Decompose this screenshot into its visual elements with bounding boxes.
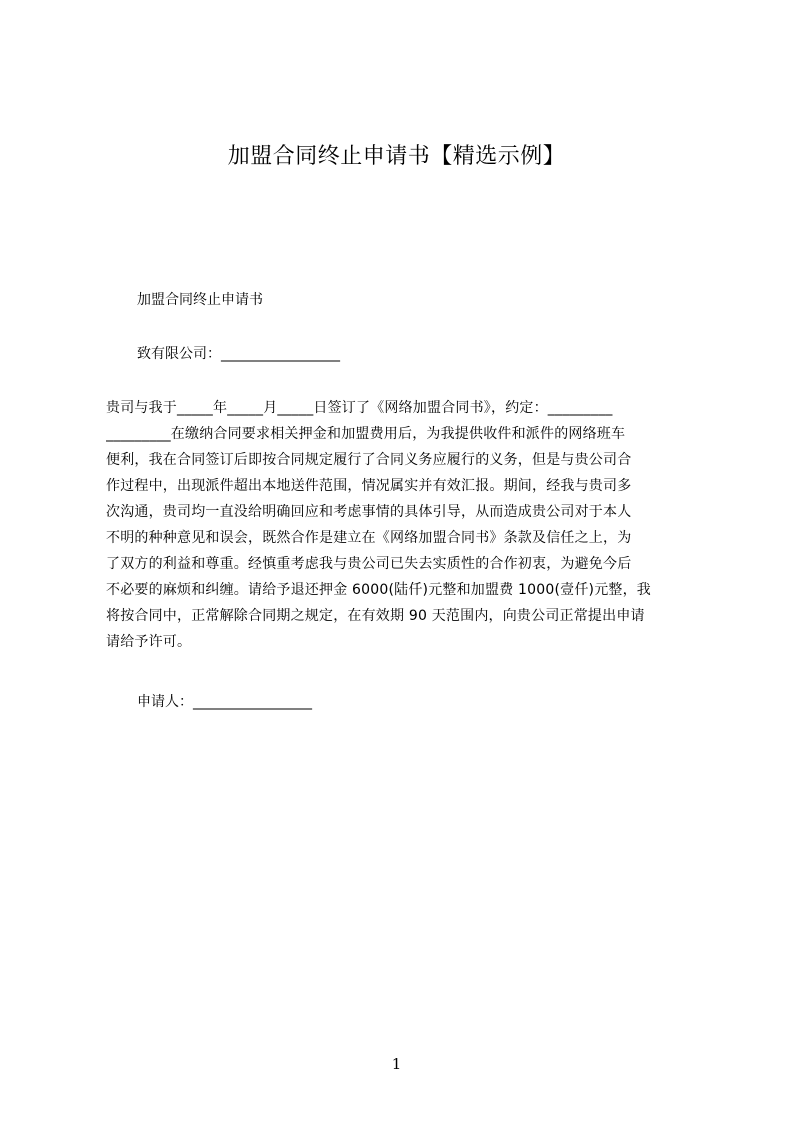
applicant-line: 申请人：_________________ bbox=[137, 694, 312, 710]
body-line: 不必要的麻烦和纠缠。请给予退还押金 6000(陆仟)元整和加盟费 1000(壹仟)元整，我 bbox=[106, 582, 652, 598]
body-line: 作过程中，出现派件超出本地送件范围，情况属实并有效汇报。期间，经我与贵司多 bbox=[106, 478, 632, 494]
body-line: 次沟通，贵司均一直没给明确回应和考虑事情的具体引导，从而造成贵公司对于本人 bbox=[106, 504, 632, 520]
body-line: 不明的种种意见和误会，既然合作是建立在《网络加盟合同书》条款及信任之上，为 bbox=[106, 530, 632, 546]
body-paragraph bbox=[106, 398, 696, 660]
body-line: 便利，我在合同签订后即按合同规定履行了合同义务应履行的义务，但是与贵公司合 bbox=[106, 452, 632, 468]
body-line: 了双方的利益和尊重。经慎重考虑我与贵公司已失去实质性的合作初衷，为避免今后 bbox=[106, 556, 632, 572]
body-line: 将按合同中，正常解除合同期之规定，在有效期 90 天范围内，向贵公司正常提出申请 bbox=[106, 608, 645, 624]
body-line: 请给予许可。 bbox=[106, 634, 192, 650]
body-line: 贵司与我于_____年_____月_____日签订了《网络加盟合同书》，约定：_________ bbox=[106, 400, 613, 416]
addressee-line: 致有限公司：_________________ bbox=[137, 346, 340, 362]
page-number: 1 bbox=[391, 1055, 402, 1073]
subheading: 加盟合同终止申请书 bbox=[137, 292, 263, 308]
document-title: 加盟合同终止申请书【精选示例】 bbox=[227, 144, 566, 169]
body-line: _________在缴纳合同要求相关押金和加盟费用后，为我提供收件和派件的网络班车 bbox=[106, 426, 626, 442]
